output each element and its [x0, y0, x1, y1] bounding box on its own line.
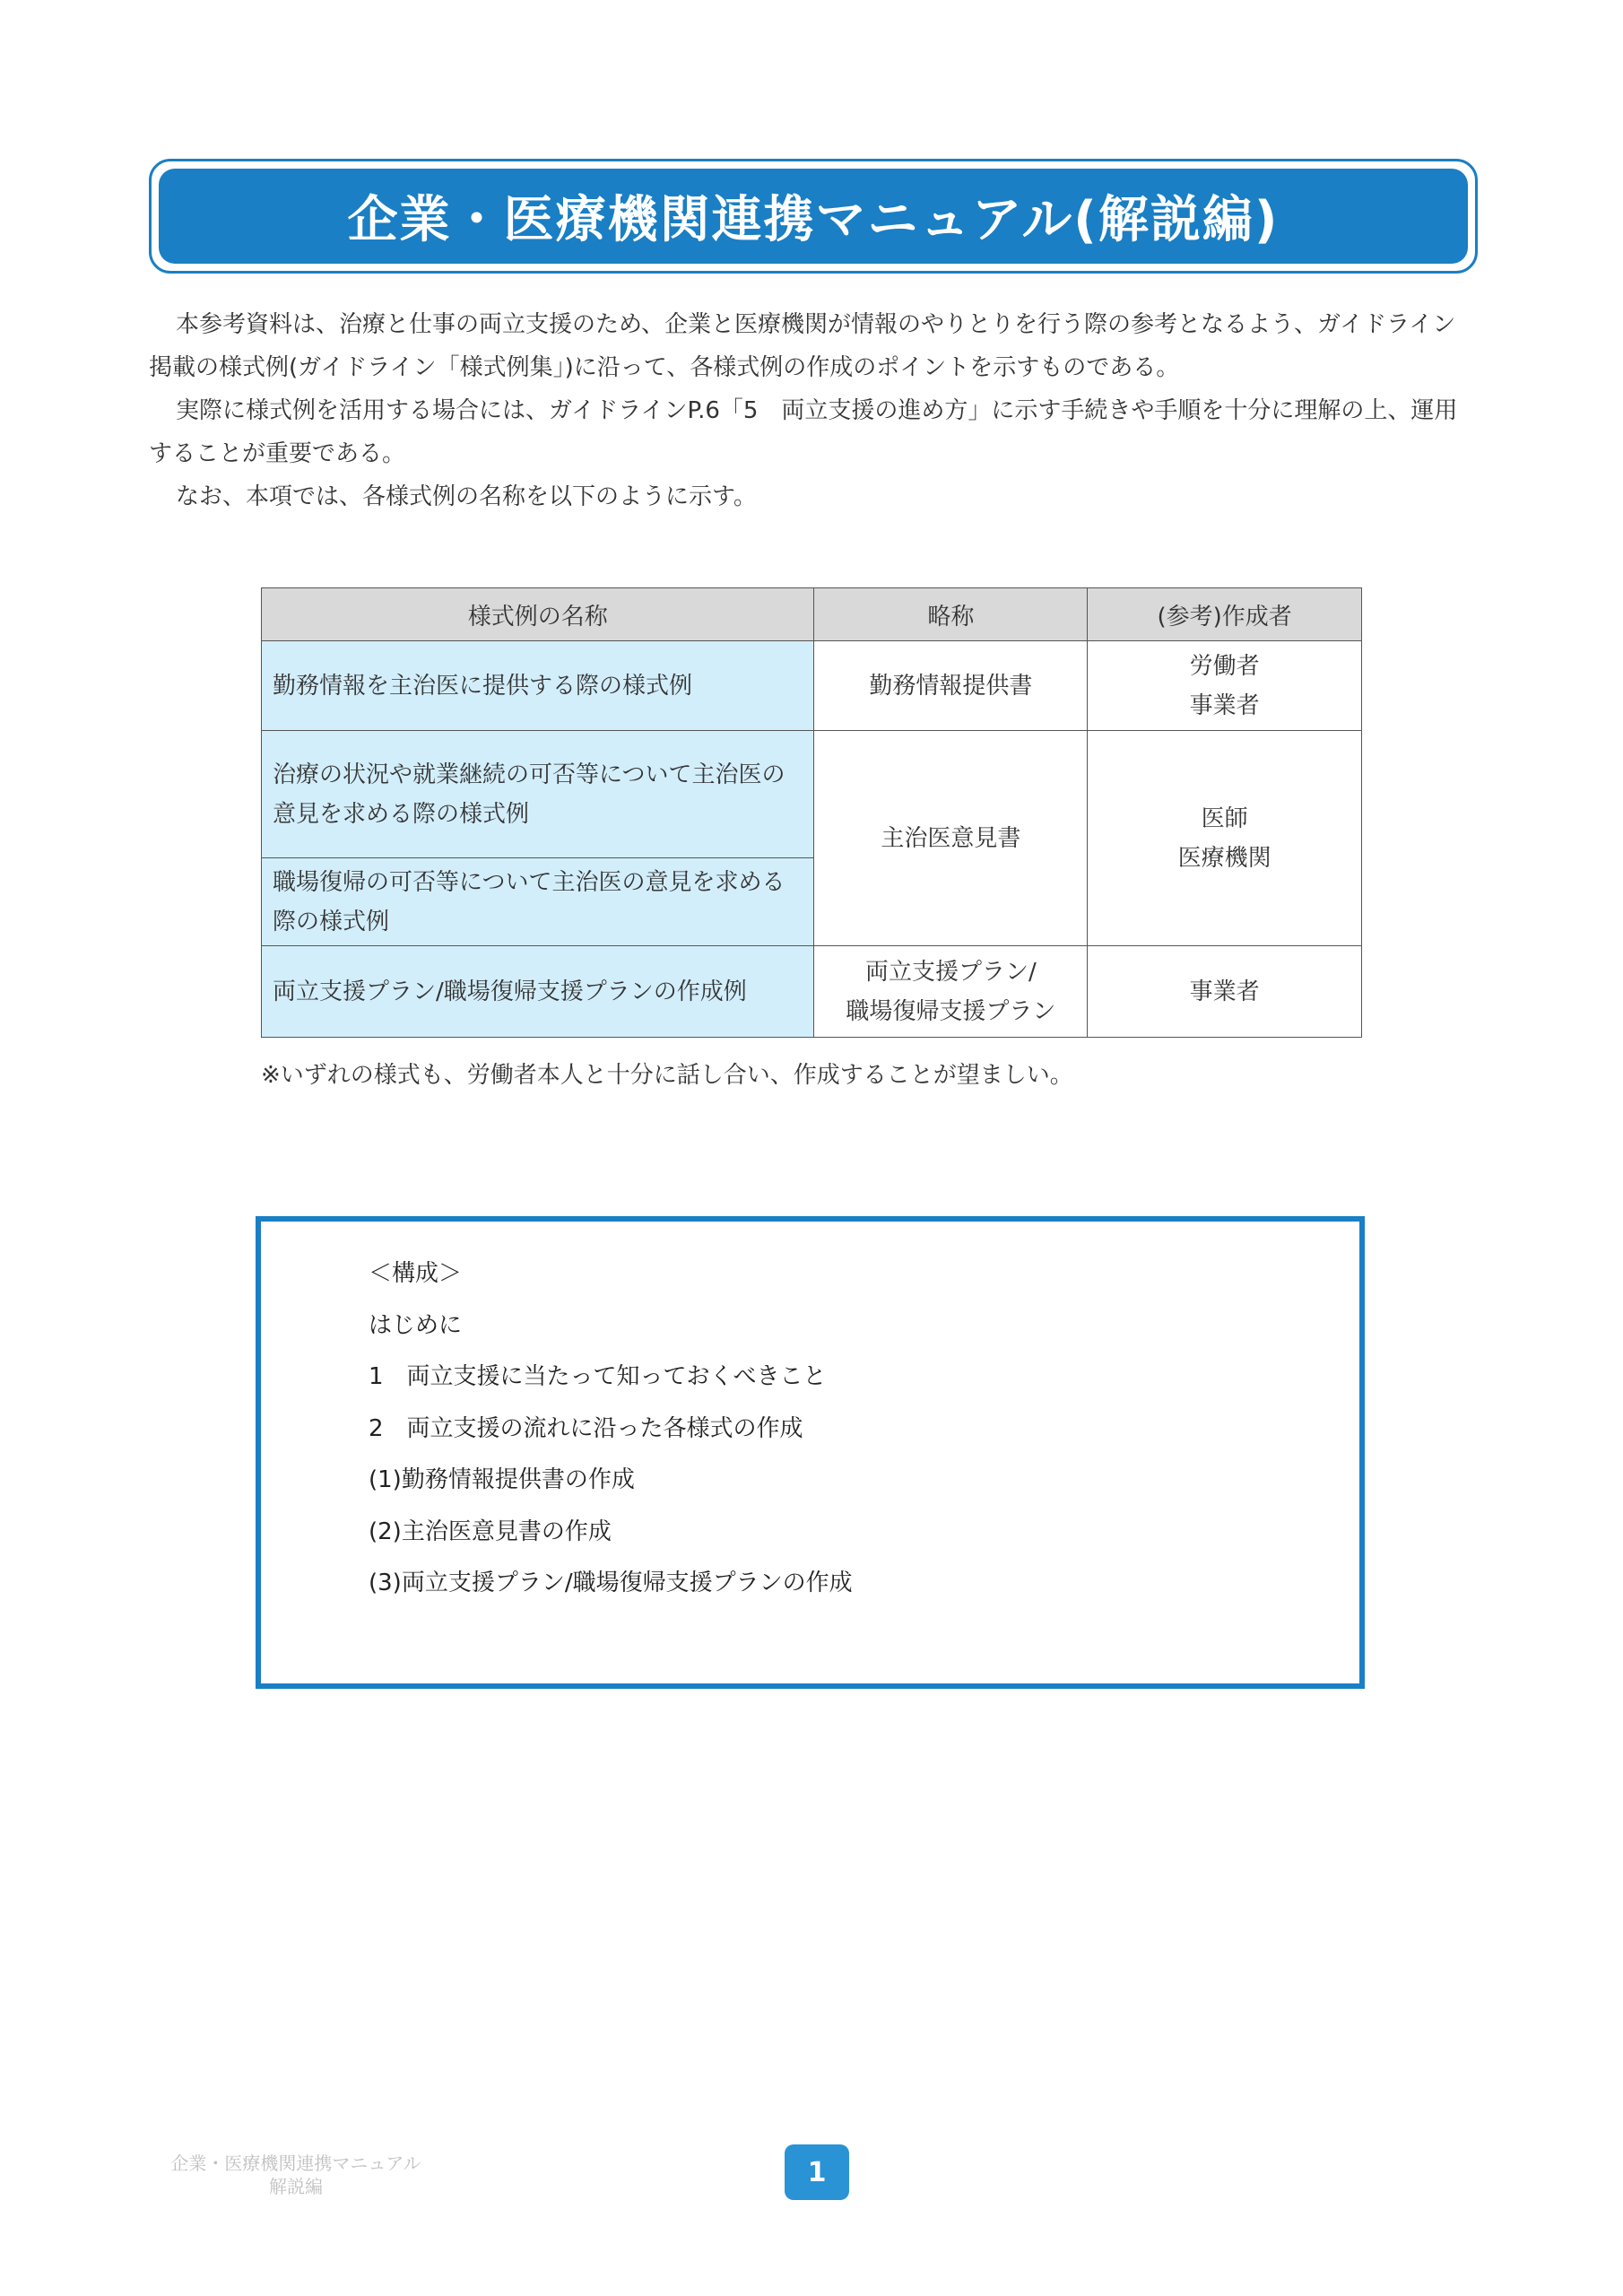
contents-item: はじめに [369, 1311, 463, 1339]
contents-box [256, 1216, 1365, 1689]
header-form-name: 様式例の名称 [262, 588, 814, 641]
page-number: 1 [785, 2144, 849, 2200]
intro-text [149, 303, 1478, 518]
abbreviation-line: 両立支援プラン/ [864, 958, 1037, 986]
contents-item: 1 両立支援に当たって知っておくべきこと [369, 1363, 827, 1390]
abbreviation-line: 職場復帰支援プラン [846, 997, 1056, 1025]
table-note: ※いずれの様式も、労働者本人と十分に話し合い、作成することが望ましい。 [261, 1062, 1073, 1089]
form-name-cell: 治療の状況や就業継続の可否等について主治医の意見を求める際の様式例 [262, 731, 814, 858]
author-line: 事業者 [1189, 691, 1260, 719]
contents-item: (3)両立支援プラン/職場復帰支援プランの作成 [369, 1570, 853, 1596]
contents-item: (2)主治医意見書の作成 [369, 1518, 612, 1545]
intro-paragraph: 本参考資料は、治療と仕事の両立支援のため、企業と医療機関が情報のやりとりを行う際の参考となるよう、ガイドライン掲載の様式例(ガイドライン「様式例集」)に沿って、各様式例の作成のポイントを示すものである。 [149, 311, 1456, 381]
contents-item: 2 両立支援の流れに沿った各様式の作成 [369, 1414, 803, 1442]
footer-label-line: 企業・医療機関連携マニュアル [170, 2152, 421, 2174]
abbreviation-cell: 主治医意見書 [814, 731, 1088, 946]
intro-paragraph: なお、本項では、各様式例の名称を以下のように示す。 [176, 483, 757, 510]
author-line: 労働者 [1189, 652, 1260, 680]
header-author: (参考)作成者 [1088, 588, 1362, 641]
form-name-cell: 職場復帰の可否等について主治医の意見を求める際の様式例 [262, 858, 814, 946]
author-line: 医療機関 [1177, 844, 1271, 872]
title-banner [149, 159, 1478, 274]
table-row [262, 641, 1362, 731]
author-line: 医師 [1201, 804, 1248, 832]
title-banner-fill [159, 169, 1468, 264]
footer-label-line: 解説編 [269, 2176, 323, 2197]
contents-list [369, 1256, 853, 1617]
footer-label [143, 2152, 448, 2198]
contents-heading: ＜構成＞ [369, 1260, 463, 1287]
forms-table [261, 587, 1362, 1038]
table-row [262, 731, 1362, 858]
author-cell [1088, 641, 1362, 731]
author-cell [1088, 731, 1362, 946]
table-row [262, 946, 1362, 1038]
page-title: 企業・医療機関連携マニュアル(解説編) [347, 191, 1280, 249]
intro-paragraph: 実際に様式例を活用する場合には、ガイドラインP.6「5 両立支援の進め方」に示す手続きや手順を十分に理解の上、運用することが重要である。 [149, 397, 1458, 467]
contents-item: (1)勤務情報提供書の作成 [369, 1466, 635, 1493]
form-name-cell: 勤務情報を主治医に提供する際の様式例 [262, 641, 814, 731]
author-cell: 事業者 [1088, 946, 1362, 1038]
abbreviation-cell: 勤務情報提供書 [814, 641, 1088, 731]
form-name-cell: 両立支援プラン/職場復帰支援プランの作成例 [262, 946, 814, 1038]
table-header-row [262, 588, 1362, 641]
abbreviation-cell [814, 946, 1088, 1038]
header-abbreviation: 略称 [814, 588, 1088, 641]
